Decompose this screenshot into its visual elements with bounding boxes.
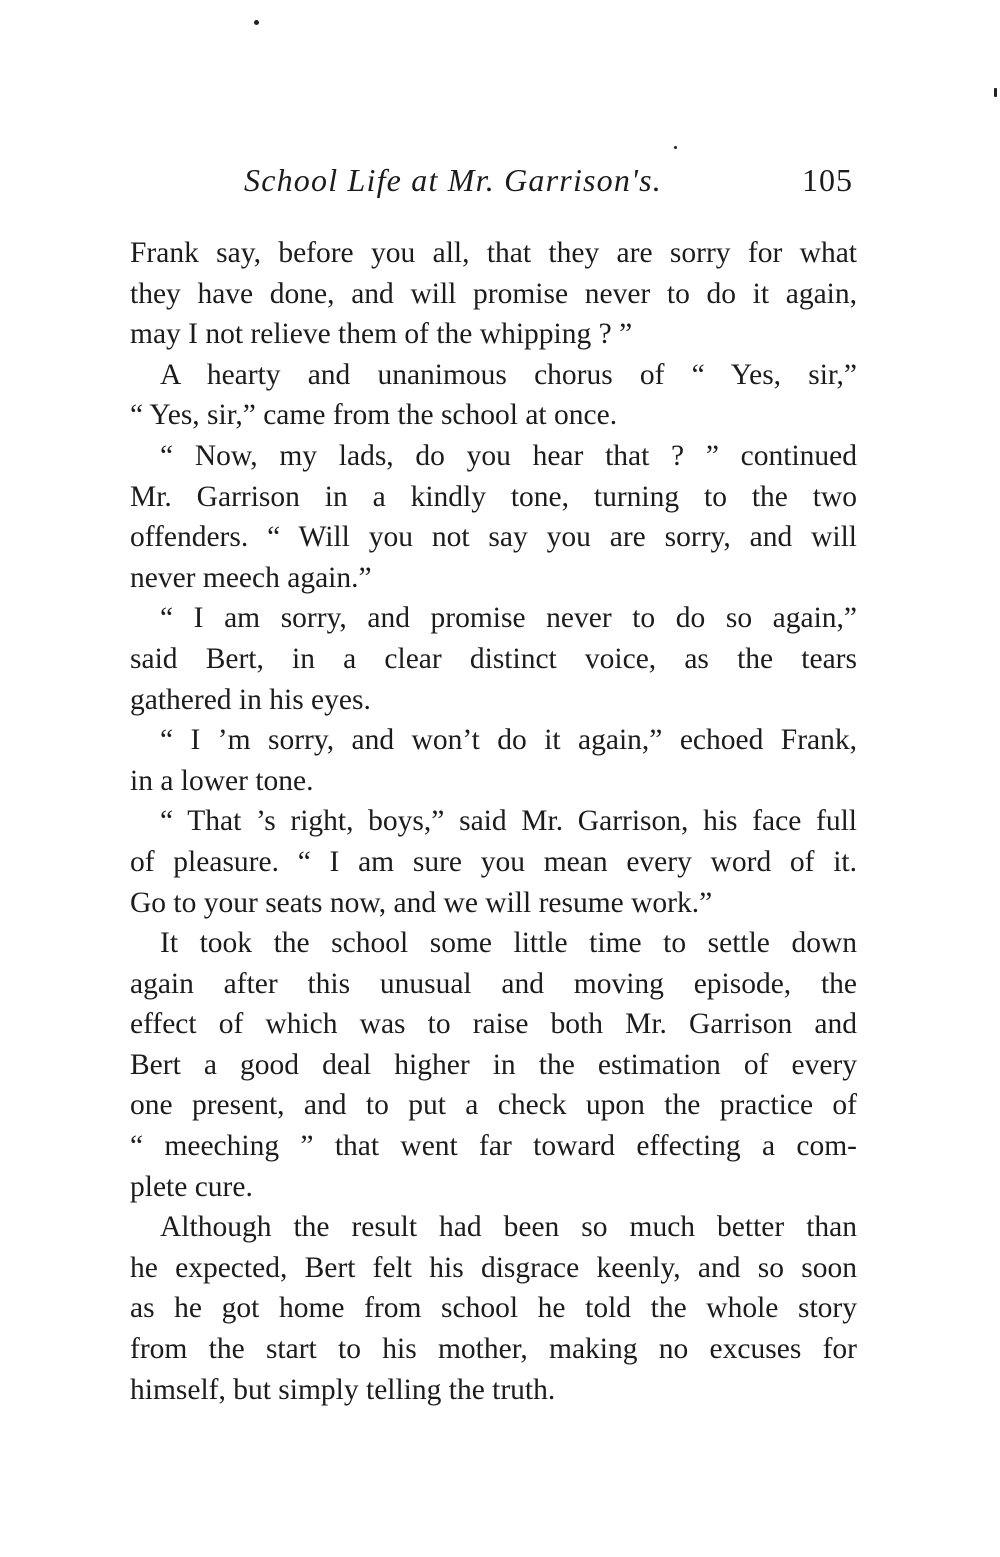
text-line: one present, and to put a check upon the practice of — [130, 1089, 857, 1122]
print-speck — [994, 88, 997, 97]
paragraph — [130, 436, 857, 598]
text-line: “ Yes, sir,” came from the school at once. — [130, 399, 618, 432]
text-line: never meech again.” — [130, 561, 372, 594]
text-line: himself, but simply telling the truth. — [130, 1373, 556, 1406]
print-speck — [254, 20, 259, 25]
text-line: Although the result had been so much better than — [160, 1211, 857, 1244]
paragraph — [130, 923, 857, 1207]
running-head — [130, 162, 857, 212]
body-text — [130, 233, 857, 1410]
text-line: “ I am sorry, and promise never to do so again,” — [160, 602, 857, 635]
text-line: Frank say, before you all, that they are sorry for what — [130, 237, 857, 269]
text-line: “ meeching ” that went far toward effecting a com- — [130, 1130, 857, 1163]
text-line: It took the school some little time to settle down — [160, 927, 857, 960]
text-line: Bert a good deal higher in the estimation of every — [130, 1048, 857, 1081]
text-line: gathered in his eyes. — [130, 683, 371, 716]
page-number: 105 — [802, 162, 853, 198]
text-line: as he got home from school he told the whole story — [130, 1292, 857, 1325]
text-line: “ That ’s right, boys,” said Mr. Garrison, his face full — [160, 805, 857, 838]
text-line: Mr. Garrison in a kindly tone, turning to the two — [130, 480, 857, 513]
text-line: said Bert, in a clear distinct voice, as the tears — [130, 642, 857, 675]
text-line: they have done, and will promise never to do it again, — [130, 277, 857, 310]
paragraph — [130, 720, 857, 801]
text-line: effect of which was to raise both Mr. Garrison and — [130, 1008, 857, 1041]
paragraph — [130, 801, 857, 923]
text-line: A hearty and unanimous chorus of “ Yes, sir,” — [160, 358, 857, 391]
text-line: “ Now, my lads, do you hear that ? ” continued — [160, 439, 857, 472]
text-line: offenders. “ Will you not say you are sorry, and will — [130, 521, 857, 554]
text-line: “ I ’m sorry, and won’t do it again,” echoed Frank, — [160, 724, 857, 757]
text-line: may I not relieve them of the whipping ? ” — [130, 318, 633, 351]
text-line: from the start to his mother, making no excuses for — [130, 1333, 857, 1366]
print-speck — [674, 146, 677, 149]
text-line: again after this unusual and moving episode, the — [130, 967, 857, 1000]
paragraph — [130, 355, 857, 436]
text-line: plete cure. — [130, 1170, 253, 1203]
paragraph — [130, 1207, 857, 1410]
paragraph — [130, 233, 857, 355]
text-line: Go to your seats now, and we will resume work.” — [130, 886, 713, 919]
paragraph — [130, 598, 857, 720]
text-line: of pleasure. “ I am sure you mean every word of it. — [130, 845, 857, 878]
running-title: School Life at Mr. Garrison's. — [244, 162, 662, 198]
text-line: in a lower tone. — [130, 764, 314, 797]
text-line: he expected, Bert felt his disgrace keenly, and so soon — [130, 1251, 857, 1284]
